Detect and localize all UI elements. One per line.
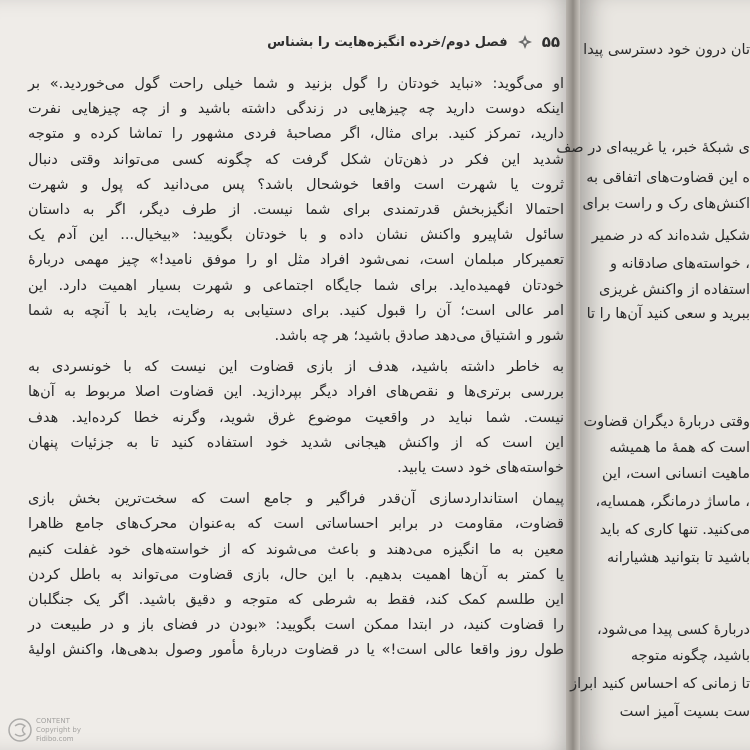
right-page-line: می‌کنید. تنها کاری که باید [599,522,750,538]
paragraph [28,72,564,349]
watermark-copyright: Copyright by [36,726,82,734]
watermark-site: Fidibo.com [36,735,74,743]
text-line: یا کمتر به آن‌ها اهمیت بدهیم. با این حال، بازی قضاوت می‌تواند به باطل کردن [28,566,564,583]
right-page-line: دربارهٔ کسی پیدا می‌شود، [597,622,750,638]
text-line: تعمیرکار مبلمان است، نمی‌شود افراد مثل او را موفق نامید!» چیز مهمی دربارهٔ [28,252,564,269]
text-line: ثروت یا شهرت است واقعا خوشحال باشد؟ پس می‌دانید که پول و شهرت [28,176,564,193]
paragraph [28,487,564,663]
text-line: خواسته‌های خود دست یابید. [397,460,564,477]
text-line: او می‌گوید: «نباید خودتان را گول بزنید و شما خیلی راحت گول می‌خوردید.» بر [28,76,564,92]
right-page-line: شکیل شده‌اند که در ضمیر [591,228,750,244]
text-line: نیست. شما نباید در واقعیت موضوع غرق شوید، وگرنه خطا کرده‌اید. هدف [28,409,564,426]
watermark [6,716,126,746]
right-page-line: ه این قضاوت‌های اتفاقی به [586,170,750,186]
right-book-page [556,0,750,750]
text-line: طول روز واقعا عالی است!» یا در قضاوت دربارهٔ مأمور وصول بدهی‌ها، واکنش اولیهٔ [28,642,564,659]
text-line: احتمالا انگیزبخش قدرتمندی برای شما نیست. از طرف دیگر، اگر به داستان [28,202,564,219]
text-line: به خاطر داشته باشید، هدف از بازی قضاوت این نیست که با خونسردی به [28,359,564,376]
text-line: خودتان فهمیده‌اید. برای شما جایگاه اجتماعی و شهرت بسیار اهمیت دارد. این [28,277,564,294]
page-header [40,30,560,54]
diamond-ornament-icon [518,35,532,49]
right-page-line: ، خواسته‌های صادقانه و [609,256,750,272]
text-line: اینکه دوست دارید چه چیزهایی در زندگی داشته باشید و از چه چیزهایی نفرت [28,101,564,118]
text-line: معین به ما انگیزه می‌دهند و باعث می‌شوند که از خواسته‌های خود غفلت کنیم [28,541,564,558]
right-page-line: استفاده از واکنش غریزی [599,282,750,298]
right-page-line: تان درون خود دسترسی پیدا [583,42,750,58]
right-page-line: ببرید و سعی کنید آن‌ها را تا [586,306,750,322]
book-gutter [566,0,580,750]
right-page-line: است که همهٔ ما همیشه [609,440,750,456]
text-line: امر عالی است؛ آن را قبول کنید. برای دستیابی به رضایت، باید با آنچه به شما [28,302,564,319]
text-line: شدید این فکر در ذهن‌تان شکل گرفت که چگونه کسی می‌تواند وقتی دنبال [28,151,564,168]
text-line: را قضاوت کنید، در ابتدا ممکن است بگویید: «بودن در فضای باز و در طبیعت در [28,617,564,634]
text-line: قضاوت، مقاومت در برابر احساساتی است که به‌عنوان محرک‌های جامع ظاهرا [28,516,564,533]
text-line: دارید، تمرکز کنید. برای مثال، اگر مصاحبهٔ فردی مشهور را تماشا کرده و متوجه [28,126,564,143]
text-line: سائول شاپیرو واکنش نشان داده و با خودتان بگویید: «بیخیال... این آدم یک [28,227,564,244]
text-line: پیمان استانداردسازی آن‌قدر فراگیر و جامع است که سخت‌ترین بخش بازی [28,491,564,508]
right-page-line: باشید، چگونه متوجه [630,648,750,664]
text-line: این است که از واکنش هیجانی شدید خود استفاده کنید تا به جزئیات پنهان [28,434,564,451]
watermark-brand: CONTENT [36,717,70,725]
right-page-line: اکنش‌های رک و راست برای [582,196,750,212]
text-line: شور و اشتیاق می‌دهد صادق باشید؛ هر چه باشد. [274,328,564,345]
right-page-line: وقتی دربارهٔ دیگران قضاوت [583,414,750,430]
right-page-line: تا زمانی که احساس کنید ابراز [570,676,750,692]
right-page-line: ، ماساژ درمانگر، همسایه، [595,494,750,510]
text-line: بررسی برتری‌ها و نقص‌های افراد دیگر بپردازید. این قضاوت اصلا مربوط به آن‌ها [28,384,564,401]
paragraph [28,355,564,481]
right-page-line: ی شبکهٔ خبر، یا غریبه‌ای در صف [556,140,750,156]
watermark-logo-icon [6,716,34,744]
right-page-line: ست بسیت آمیز است [619,704,750,720]
text-line: این طلسم کمک کند، فقط به شرطی که متوجه و دقیق باشید. اگر یک جنگلبان [28,592,564,609]
body-text [28,72,564,670]
right-page-line: ماهیت انسانی است، این [601,466,750,482]
running-title: فصل دوم/خرده انگیزه‌هایت را بشناس [267,34,508,50]
page-number: ۵۵ [541,33,560,51]
right-page-line: باشید تا بتوانید هشیارانه [606,550,750,566]
